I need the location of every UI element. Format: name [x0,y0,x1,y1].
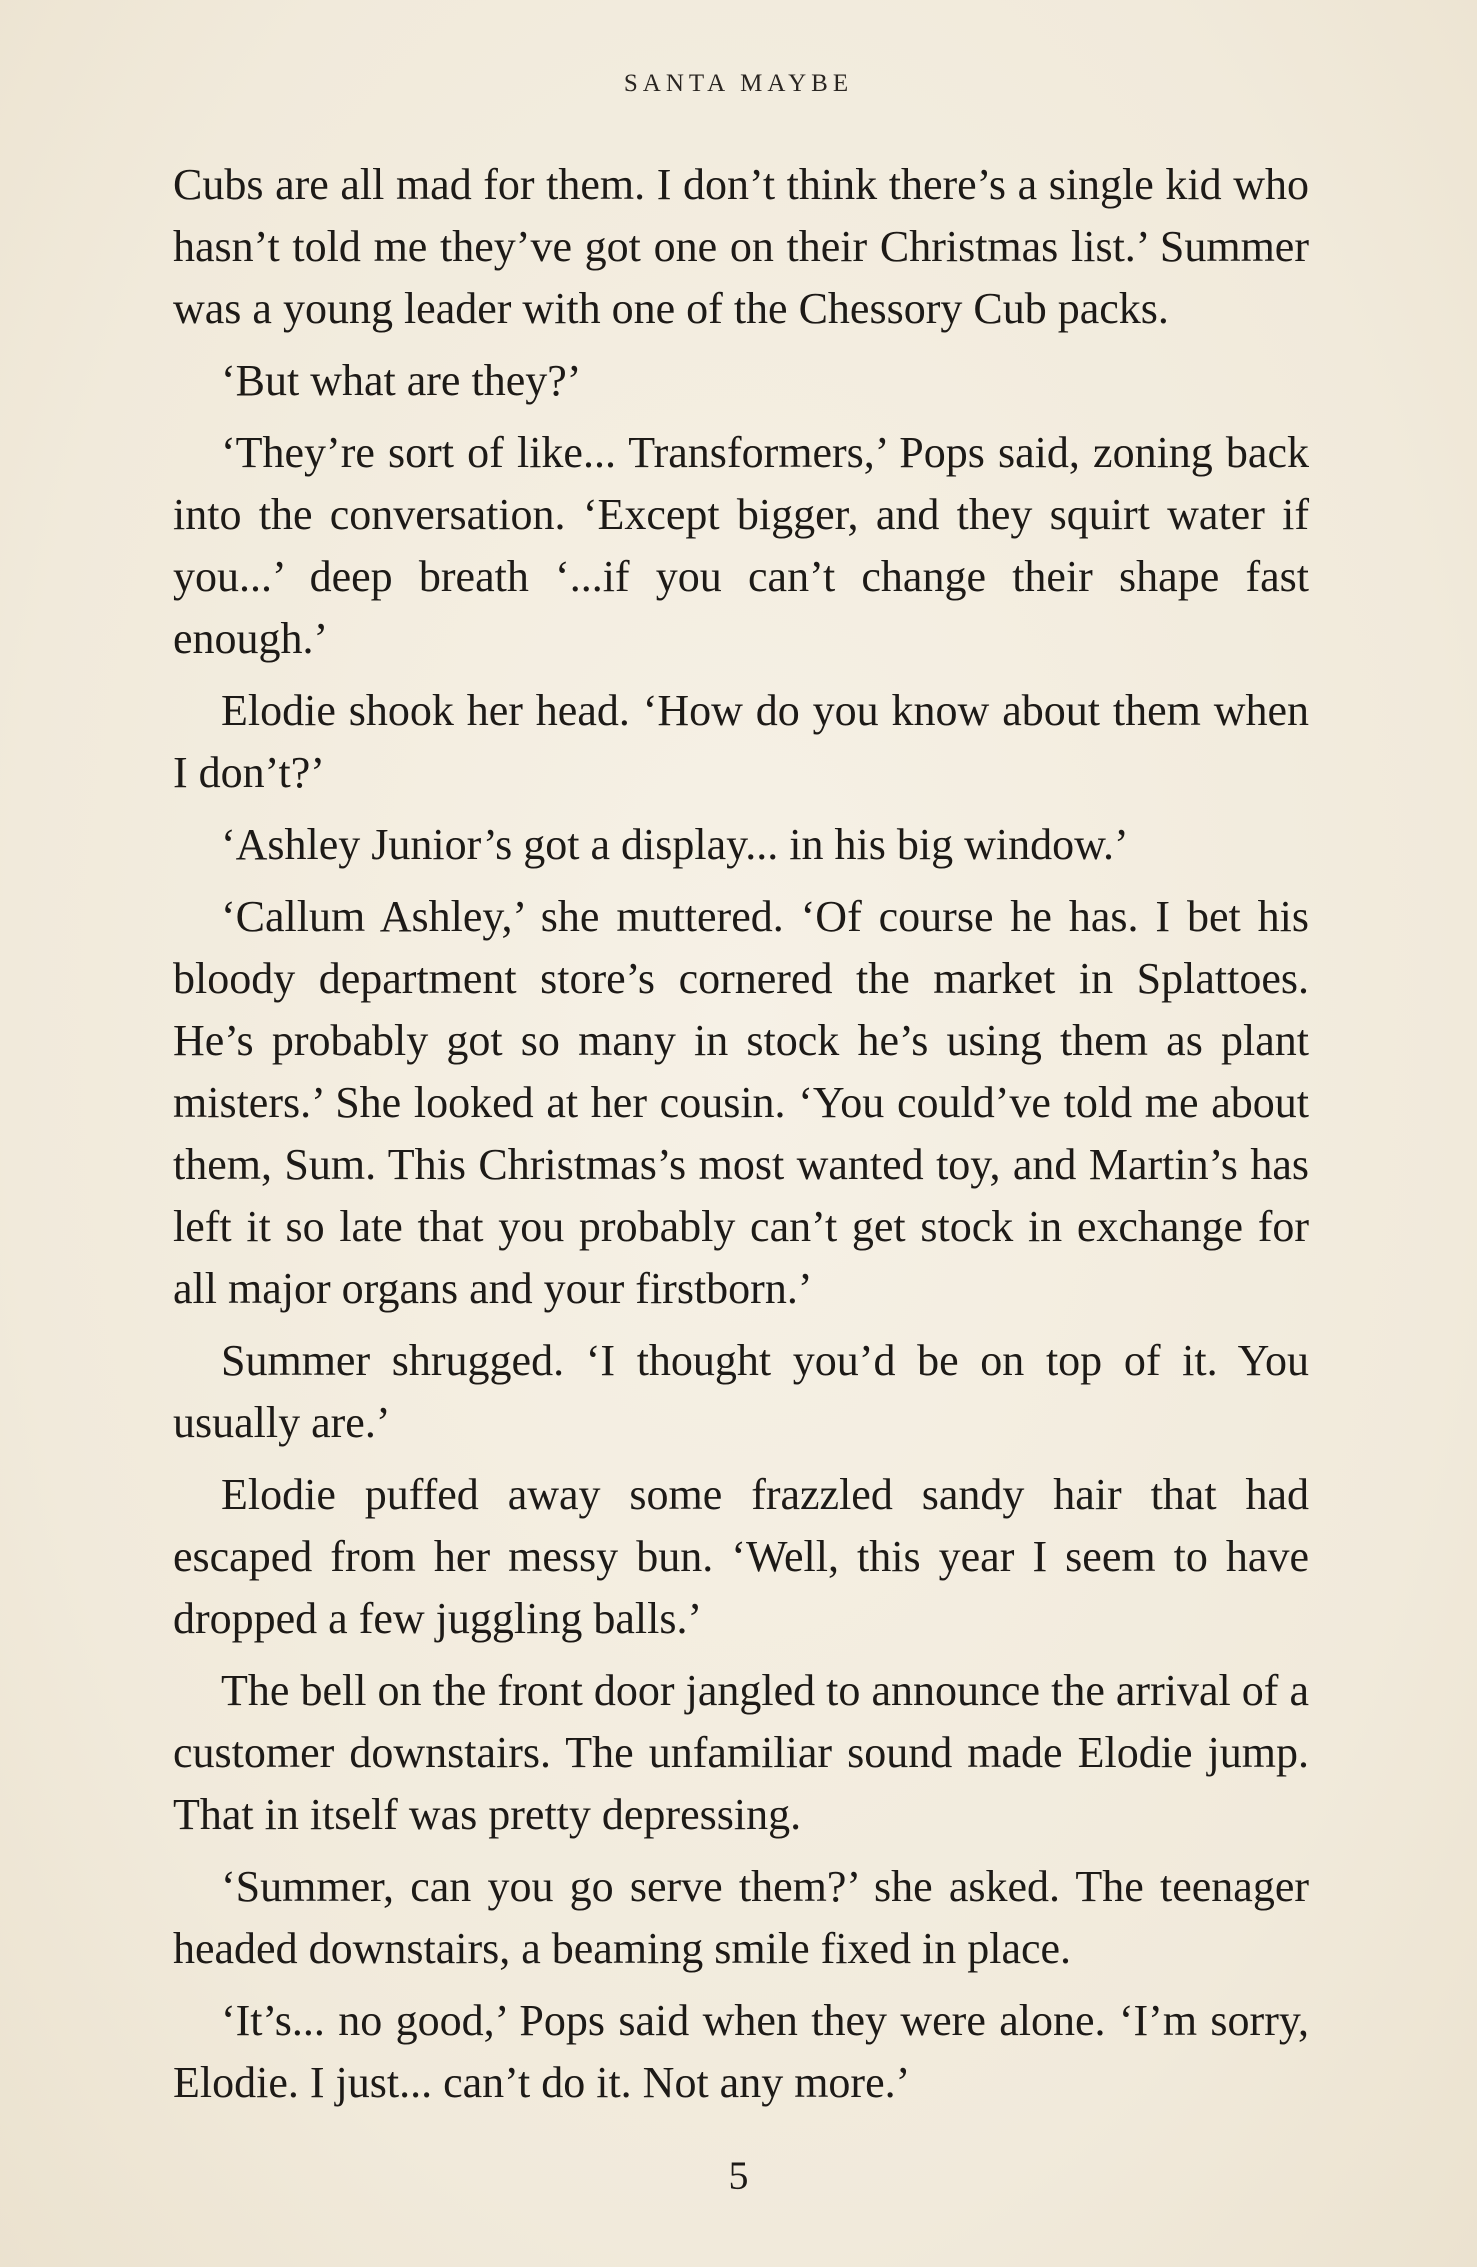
paragraph: ‘Summer, can you go serve them?’ she asked. The teenager headed downstairs, a beaming smile fixed in place. [173,1862,1309,1973]
paragraph: ‘Callum Ashley,’ she muttered. ‘Of course he has. I bet his bloody department store’s cornered the market in Splattoes. He’s probably got so many in stock he’s using them as plant misters.’ She looked at her cousin. ‘You could’ve told me about them, Sum. This Christmas’s most wanted toy, and Martin’s has left it so late that you probably can’t get stock in exchange for all major organs and your firstborn.’ [173,892,1309,1313]
running-head: SANTA MAYBE [623,70,854,97]
paragraph: ‘Ashley Junior’s got a display... in his big window.’ [221,820,1129,869]
paragraph: Summer shrugged. ‘I thought you’d be on top of it. You usually are.’ [173,1336,1309,1447]
paragraph: Elodie puffed away some frazzled sandy hair that had escaped from her messy bun. ‘Well, this year I seem to have dropped a few juggling balls.’ [173,1470,1309,1643]
paragraph: ‘But what are they?’ [221,356,582,405]
page-number: 5 [728,2153,749,2198]
body-text [173,154,1309,2124]
paragraph: ‘It’s... no good,’ Pops said when they were alone. ‘I’m sorry, Elodie. I just... can’t do it. Not any more.’ [173,1996,1309,2107]
paragraph: The bell on the front door jangled to announce the arrival of a customer downstairs. The unfamiliar sound made Elodie jump. That in itself was pretty depressing. [173,1666,1309,1839]
paragraph: Elodie shook her head. ‘How do you know about them when I don’t?’ [173,686,1309,797]
paragraph: Cubs are all mad for them. I don’t think there’s a single kid who hasn’t told me they’ve got one on their Christmas list.’ Summer was a young leader with one of the Chessory Cub packs. [173,160,1309,333]
paragraph: ‘They’re sort of like... Transformers,’ Pops said, zoning back into the conversation. ‘Except bigger, and they squirt water if you...’ deep breath ‘...if you can’t change their shape fast enough.’ [173,428,1309,663]
